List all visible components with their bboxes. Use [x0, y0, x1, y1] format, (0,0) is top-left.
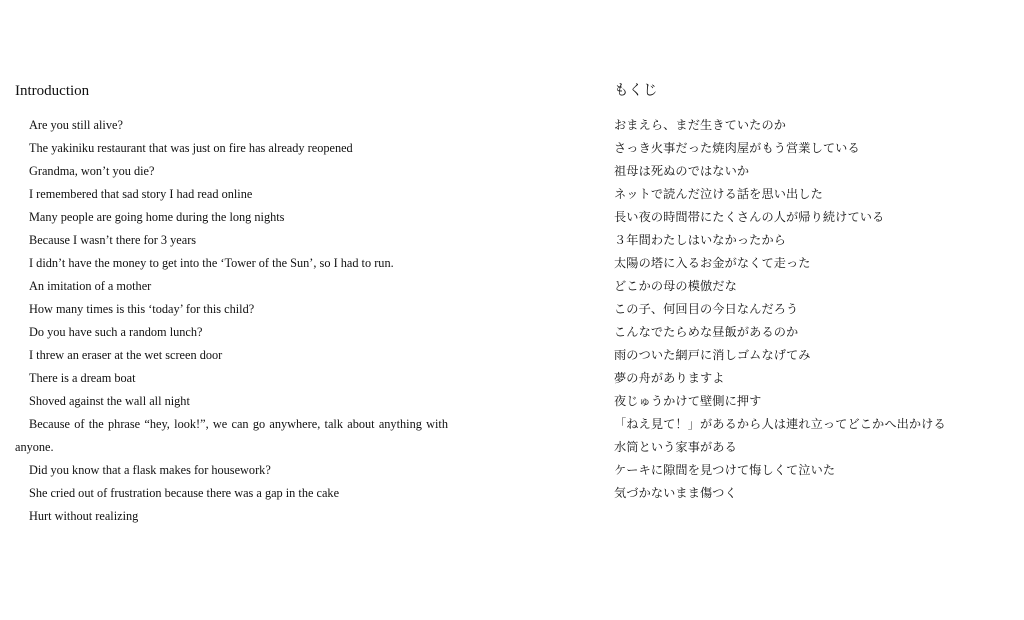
japanese-line: ３年間わたしはいなかったから: [614, 233, 787, 247]
english-column: [15, 80, 448, 528]
english-line: An imitation of a mother: [29, 279, 152, 293]
english-line: Do you have such a random lunch?: [29, 325, 203, 339]
english-line: Because I wasn’t there for 3 years: [29, 233, 197, 247]
japanese-line: この子、何回目の今日なんだろう: [614, 302, 799, 316]
japanese-line: さっき火事だった焼肉屋がもう営業している: [614, 141, 860, 155]
japanese-line: 気づかないまま傷つく: [614, 486, 737, 500]
japanese-line: 祖母は死ぬのではないか: [614, 164, 750, 178]
english-line: I remembered that sad story I had read online: [29, 187, 253, 201]
english-line: Did you know that a flask makes for housework?: [29, 463, 271, 477]
english-line: Because of the phrase “hey, look!”, we can go anywhere, talk about anything with anyone.: [15, 417, 448, 454]
japanese-contents-list: [614, 114, 1014, 505]
english-line: Shoved against the wall all night: [29, 394, 190, 408]
japanese-line: 水筒という家事がある: [614, 440, 737, 454]
english-line: I didn’t have the money to get into the ‘Tower of the Sun’, so I had to run.: [29, 256, 394, 270]
english-line: Many people are going home during the long nights: [29, 210, 285, 224]
english-line: Are you still alive?: [29, 118, 123, 132]
japanese-line: 雨のついた網戸に消しゴムなげてみ: [614, 348, 811, 362]
japanese-line: どこかの母の模倣だな: [614, 279, 737, 293]
japanese-line: 「ねえ見て！」があるから人は連れ立ってどこかへ出かける: [614, 417, 946, 431]
japanese-line: おまえら、まだ生きていたのか: [614, 118, 787, 132]
japanese-line: 夜じゅうかけて壁側に押す: [614, 394, 762, 408]
japanese-line: 長い夜の時間帯にたくさんの人が帰り続けている: [614, 210, 885, 224]
english-heading: Introduction: [15, 83, 90, 99]
english-line: The yakiniku restaurant that was just on fire has already reopened: [29, 141, 353, 155]
japanese-line: 太陽の塔に入るお金がなくて走った: [614, 256, 811, 270]
japanese-line: こんなでたらめな昼飯があるのか: [614, 325, 799, 339]
japanese-heading: もくじ: [614, 83, 658, 99]
english-line: Grandma, won’t you die?: [29, 164, 155, 178]
english-line: How many times is this ‘today’ for this child?: [29, 302, 255, 316]
english-line: I threw an eraser at the wet screen door: [29, 348, 223, 362]
japanese-column: [614, 80, 1014, 505]
english-contents-list: [15, 114, 448, 528]
japanese-line: ネットで読んだ泣ける話を思い出した: [614, 187, 823, 201]
english-line: There is a dream boat: [29, 371, 136, 385]
english-line: Hurt without realizing: [29, 509, 139, 523]
japanese-line: 夢の舟がありますよ: [614, 371, 725, 385]
english-line: She cried out of frustration because there was a gap in the cake: [29, 486, 340, 500]
japanese-line: ケーキに隙間を見つけて悔しくて泣いた: [614, 463, 836, 477]
